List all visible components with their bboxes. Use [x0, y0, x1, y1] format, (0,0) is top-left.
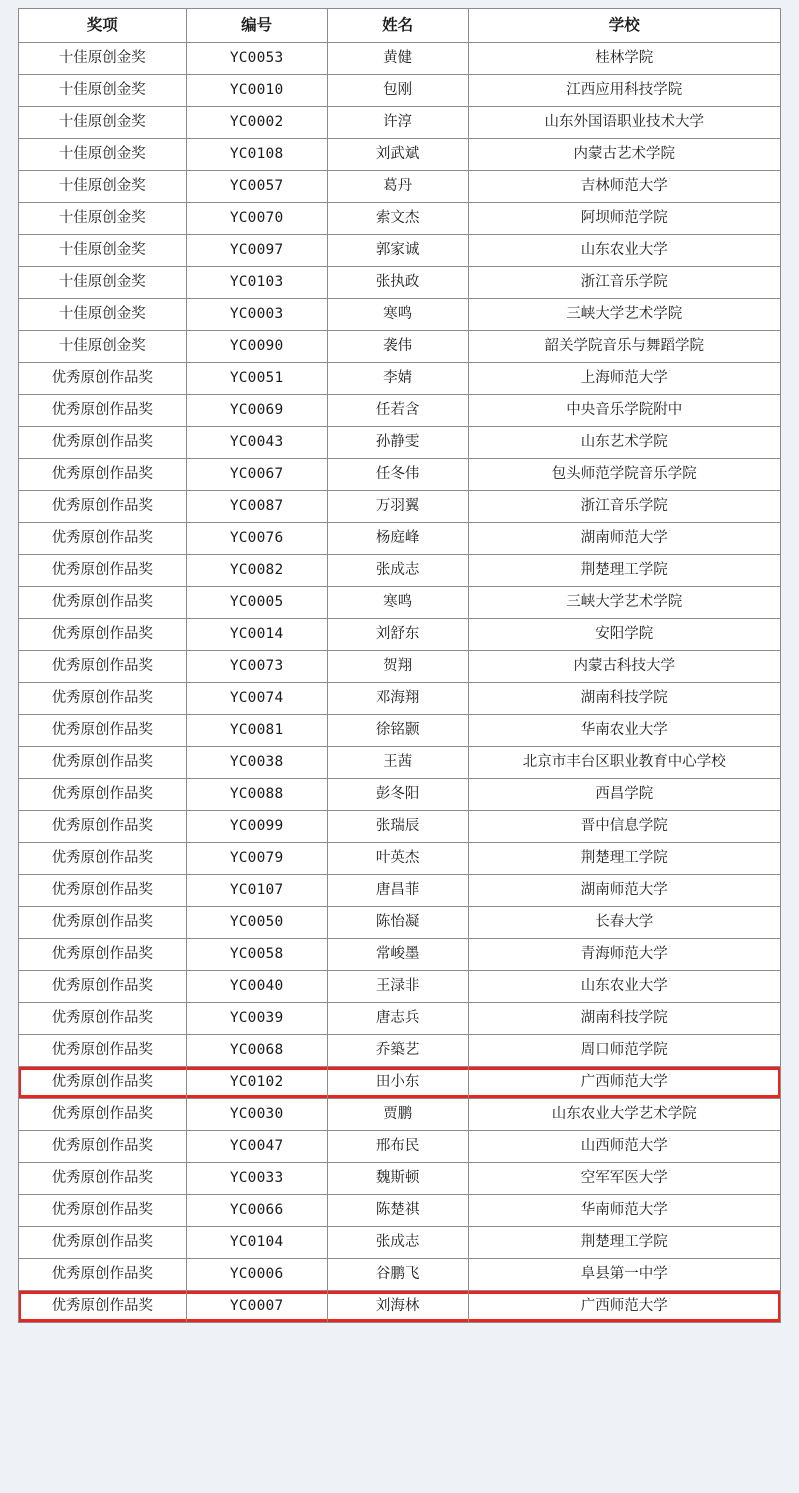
cell-award: 优秀原创作品奖: [19, 875, 187, 907]
cell-award: 优秀原创作品奖: [19, 1227, 187, 1259]
cell-code: YC0090: [186, 331, 327, 363]
cell-award: 优秀原创作品奖: [19, 459, 187, 491]
cell-name: 张成志: [327, 555, 468, 587]
cell-code: YC0108: [186, 139, 327, 171]
table-row: [19, 235, 781, 267]
cell-school: 荆楚理工学院: [468, 843, 780, 875]
cell-award: 优秀原创作品奖: [19, 683, 187, 715]
cell-school: 山东农业大学艺术学院: [468, 1099, 780, 1131]
cell-name: 王茜: [327, 747, 468, 779]
cell-name: 谷鹏飞: [327, 1259, 468, 1291]
cell-name: 陈楚祺: [327, 1195, 468, 1227]
cell-award: 十佳原创金奖: [19, 43, 187, 75]
table-row: [19, 75, 781, 107]
cell-name: 袭伟: [327, 331, 468, 363]
cell-award: 优秀原创作品奖: [19, 971, 187, 1003]
cell-name: 贾鹏: [327, 1099, 468, 1131]
cell-award: 优秀原创作品奖: [19, 1163, 187, 1195]
cell-award: 十佳原创金奖: [19, 75, 187, 107]
table-row: [19, 683, 781, 715]
cell-school: 晋中信息学院: [468, 811, 780, 843]
table-row: [19, 203, 781, 235]
cell-code: YC0005: [186, 587, 327, 619]
cell-school: 山东农业大学: [468, 971, 780, 1003]
column-header-award: 奖项: [19, 9, 187, 43]
cell-school: 西昌学院: [468, 779, 780, 811]
cell-award: 优秀原创作品奖: [19, 1067, 187, 1099]
cell-school: 湖南科技学院: [468, 683, 780, 715]
cell-award: 十佳原创金奖: [19, 139, 187, 171]
cell-award: 优秀原创作品奖: [19, 1099, 187, 1131]
cell-code: YC0082: [186, 555, 327, 587]
cell-name: 张瑞辰: [327, 811, 468, 843]
cell-code: YC0040: [186, 971, 327, 1003]
cell-school: 浙江音乐学院: [468, 267, 780, 299]
cell-school: 广西师范大学: [468, 1291, 780, 1323]
cell-school: 阜县第一中学: [468, 1259, 780, 1291]
table-row: [19, 171, 781, 203]
cell-code: YC0057: [186, 171, 327, 203]
cell-school: 吉林师范大学: [468, 171, 780, 203]
cell-award: 优秀原创作品奖: [19, 715, 187, 747]
cell-code: YC0067: [186, 459, 327, 491]
cell-code: YC0010: [186, 75, 327, 107]
cell-school: 内蒙古科技大学: [468, 651, 780, 683]
cell-name: 乔築艺: [327, 1035, 468, 1067]
cell-award: 优秀原创作品奖: [19, 779, 187, 811]
cell-school: 湖南科技学院: [468, 1003, 780, 1035]
award-results-table: [18, 8, 781, 1323]
table-row: [19, 715, 781, 747]
cell-code: YC0076: [186, 523, 327, 555]
cell-name: 刘武斌: [327, 139, 468, 171]
cell-code: YC0006: [186, 1259, 327, 1291]
cell-code: YC0030: [186, 1099, 327, 1131]
table-row: [19, 619, 781, 651]
table-row: [19, 779, 781, 811]
cell-name: 陈怡凝: [327, 907, 468, 939]
cell-award: 优秀原创作品奖: [19, 395, 187, 427]
cell-school: 荆楚理工学院: [468, 1227, 780, 1259]
cell-name: 张成志: [327, 1227, 468, 1259]
cell-code: YC0097: [186, 235, 327, 267]
cell-name: 黄健: [327, 43, 468, 75]
table-row: [19, 811, 781, 843]
cell-award: 优秀原创作品奖: [19, 1003, 187, 1035]
cell-name: 寒鸣: [327, 299, 468, 331]
table-row: [19, 267, 781, 299]
table-row: [19, 1195, 781, 1227]
cell-name: 刘海林: [327, 1291, 468, 1323]
cell-name: 唐志兵: [327, 1003, 468, 1035]
cell-code: YC0079: [186, 843, 327, 875]
table-row: [19, 555, 781, 587]
cell-code: YC0103: [186, 267, 327, 299]
cell-school: 山东农业大学: [468, 235, 780, 267]
cell-school: 湖南师范大学: [468, 875, 780, 907]
cell-name: 任若含: [327, 395, 468, 427]
cell-school: 荆楚理工学院: [468, 555, 780, 587]
table-header: [19, 9, 781, 43]
cell-award: 十佳原创金奖: [19, 235, 187, 267]
table-row: [19, 1003, 781, 1035]
cell-name: 葛丹: [327, 171, 468, 203]
cell-name: 常峻墨: [327, 939, 468, 971]
cell-code: YC0069: [186, 395, 327, 427]
table-row: [19, 1259, 781, 1291]
table-row: [19, 107, 781, 139]
table-row: [19, 459, 781, 491]
cell-code: YC0070: [186, 203, 327, 235]
cell-award: 十佳原创金奖: [19, 171, 187, 203]
cell-school: 三峡大学艺术学院: [468, 587, 780, 619]
cell-school: 浙江音乐学院: [468, 491, 780, 523]
cell-award: 优秀原创作品奖: [19, 555, 187, 587]
cell-award: 优秀原创作品奖: [19, 1291, 187, 1323]
cell-code: YC0002: [186, 107, 327, 139]
table-row: [19, 971, 781, 1003]
table-row: [19, 43, 781, 75]
table-row: [19, 395, 781, 427]
cell-school: 安阳学院: [468, 619, 780, 651]
cell-award: 优秀原创作品奖: [19, 939, 187, 971]
cell-code: YC0033: [186, 1163, 327, 1195]
cell-code: YC0107: [186, 875, 327, 907]
table-row: [19, 651, 781, 683]
cell-name: 唐昌菲: [327, 875, 468, 907]
cell-name: 魏斯顿: [327, 1163, 468, 1195]
table-row: [19, 299, 781, 331]
cell-award: 优秀原创作品奖: [19, 523, 187, 555]
table-row: [19, 491, 781, 523]
table-row: [19, 587, 781, 619]
cell-school: 华南师范大学: [468, 1195, 780, 1227]
table-row: [19, 747, 781, 779]
cell-name: 邓海翔: [327, 683, 468, 715]
table-header-row: [19, 9, 781, 43]
cell-code: YC0073: [186, 651, 327, 683]
cell-award: 优秀原创作品奖: [19, 651, 187, 683]
cell-school: 北京市丰台区职业教育中心学校: [468, 747, 780, 779]
cell-code: YC0043: [186, 427, 327, 459]
table-body: [19, 43, 781, 1323]
cell-code: YC0066: [186, 1195, 327, 1227]
table-row: [19, 331, 781, 363]
cell-code: YC0050: [186, 907, 327, 939]
cell-name: 张执政: [327, 267, 468, 299]
cell-award: 优秀原创作品奖: [19, 363, 187, 395]
cell-award: 十佳原创金奖: [19, 331, 187, 363]
cell-name: 王渌非: [327, 971, 468, 1003]
cell-school: 阿坝师范学院: [468, 203, 780, 235]
cell-school: 山东艺术学院: [468, 427, 780, 459]
cell-code: YC0047: [186, 1131, 327, 1163]
cell-award: 优秀原创作品奖: [19, 587, 187, 619]
cell-name: 李婧: [327, 363, 468, 395]
cell-code: YC0074: [186, 683, 327, 715]
cell-school: 青海师范大学: [468, 939, 780, 971]
cell-code: YC0039: [186, 1003, 327, 1035]
table-row: [19, 1035, 781, 1067]
cell-name: 郭家诚: [327, 235, 468, 267]
cell-award: 优秀原创作品奖: [19, 619, 187, 651]
table-row: [19, 139, 781, 171]
cell-name: 杨庭峰: [327, 523, 468, 555]
cell-school: 上海师范大学: [468, 363, 780, 395]
cell-school: 桂林学院: [468, 43, 780, 75]
cell-school: 广西师范大学: [468, 1067, 780, 1099]
cell-code: YC0053: [186, 43, 327, 75]
cell-name: 邢布民: [327, 1131, 468, 1163]
table-row: [19, 1227, 781, 1259]
cell-code: YC0058: [186, 939, 327, 971]
cell-code: YC0003: [186, 299, 327, 331]
column-header-school: 学校: [468, 9, 780, 43]
cell-award: 优秀原创作品奖: [19, 427, 187, 459]
cell-name: 许淳: [327, 107, 468, 139]
table-row: [19, 363, 781, 395]
cell-school: 中央音乐学院附中: [468, 395, 780, 427]
cell-name: 彭冬阳: [327, 779, 468, 811]
cell-code: YC0088: [186, 779, 327, 811]
cell-code: YC0014: [186, 619, 327, 651]
cell-name: 包刚: [327, 75, 468, 107]
cell-award: 优秀原创作品奖: [19, 491, 187, 523]
cell-award: 优秀原创作品奖: [19, 843, 187, 875]
column-header-name: 姓名: [327, 9, 468, 43]
cell-award: 优秀原创作品奖: [19, 907, 187, 939]
cell-school: 湖南师范大学: [468, 523, 780, 555]
table-row: [19, 1067, 781, 1099]
table-row: [19, 427, 781, 459]
cell-name: 寒鸣: [327, 587, 468, 619]
cell-school: 周口师范学院: [468, 1035, 780, 1067]
cell-code: YC0104: [186, 1227, 327, 1259]
table-row: [19, 1131, 781, 1163]
cell-name: 孙静雯: [327, 427, 468, 459]
cell-school: 华南农业大学: [468, 715, 780, 747]
cell-code: YC0081: [186, 715, 327, 747]
cell-school: 韶关学院音乐与舞蹈学院: [468, 331, 780, 363]
cell-award: 优秀原创作品奖: [19, 1035, 187, 1067]
cell-award: 优秀原创作品奖: [19, 747, 187, 779]
cell-school: 山东外国语职业技术大学: [468, 107, 780, 139]
cell-code: YC0102: [186, 1067, 327, 1099]
cell-code: YC0007: [186, 1291, 327, 1323]
cell-name: 叶英杰: [327, 843, 468, 875]
cell-award: 优秀原创作品奖: [19, 811, 187, 843]
cell-name: 徐铭颢: [327, 715, 468, 747]
table-row: [19, 1163, 781, 1195]
cell-code: YC0087: [186, 491, 327, 523]
table-row: [19, 1099, 781, 1131]
cell-award: 优秀原创作品奖: [19, 1195, 187, 1227]
cell-code: YC0099: [186, 811, 327, 843]
cell-school: 内蒙古艺术学院: [468, 139, 780, 171]
cell-school: 江西应用科技学院: [468, 75, 780, 107]
column-header-code: 编号: [186, 9, 327, 43]
cell-name: 任冬伟: [327, 459, 468, 491]
cell-name: 索文杰: [327, 203, 468, 235]
cell-award: 十佳原创金奖: [19, 107, 187, 139]
cell-name: 万羽翼: [327, 491, 468, 523]
table-row: [19, 907, 781, 939]
cell-award: 优秀原创作品奖: [19, 1131, 187, 1163]
table-row: [19, 939, 781, 971]
cell-award: 十佳原创金奖: [19, 267, 187, 299]
cell-name: 刘舒东: [327, 619, 468, 651]
table-row: [19, 875, 781, 907]
cell-school: 三峡大学艺术学院: [468, 299, 780, 331]
cell-name: 贺翔: [327, 651, 468, 683]
cell-code: YC0038: [186, 747, 327, 779]
cell-code: YC0068: [186, 1035, 327, 1067]
cell-name: 田小东: [327, 1067, 468, 1099]
cell-award: 优秀原创作品奖: [19, 1259, 187, 1291]
table-row: [19, 523, 781, 555]
cell-code: YC0051: [186, 363, 327, 395]
cell-award: 十佳原创金奖: [19, 299, 187, 331]
table-row: [19, 1291, 781, 1323]
cell-school: 包头师范学院音乐学院: [468, 459, 780, 491]
cell-school: 山西师范大学: [468, 1131, 780, 1163]
cell-school: 空军军医大学: [468, 1163, 780, 1195]
table-row: [19, 843, 781, 875]
cell-award: 十佳原创金奖: [19, 203, 187, 235]
cell-school: 长春大学: [468, 907, 780, 939]
